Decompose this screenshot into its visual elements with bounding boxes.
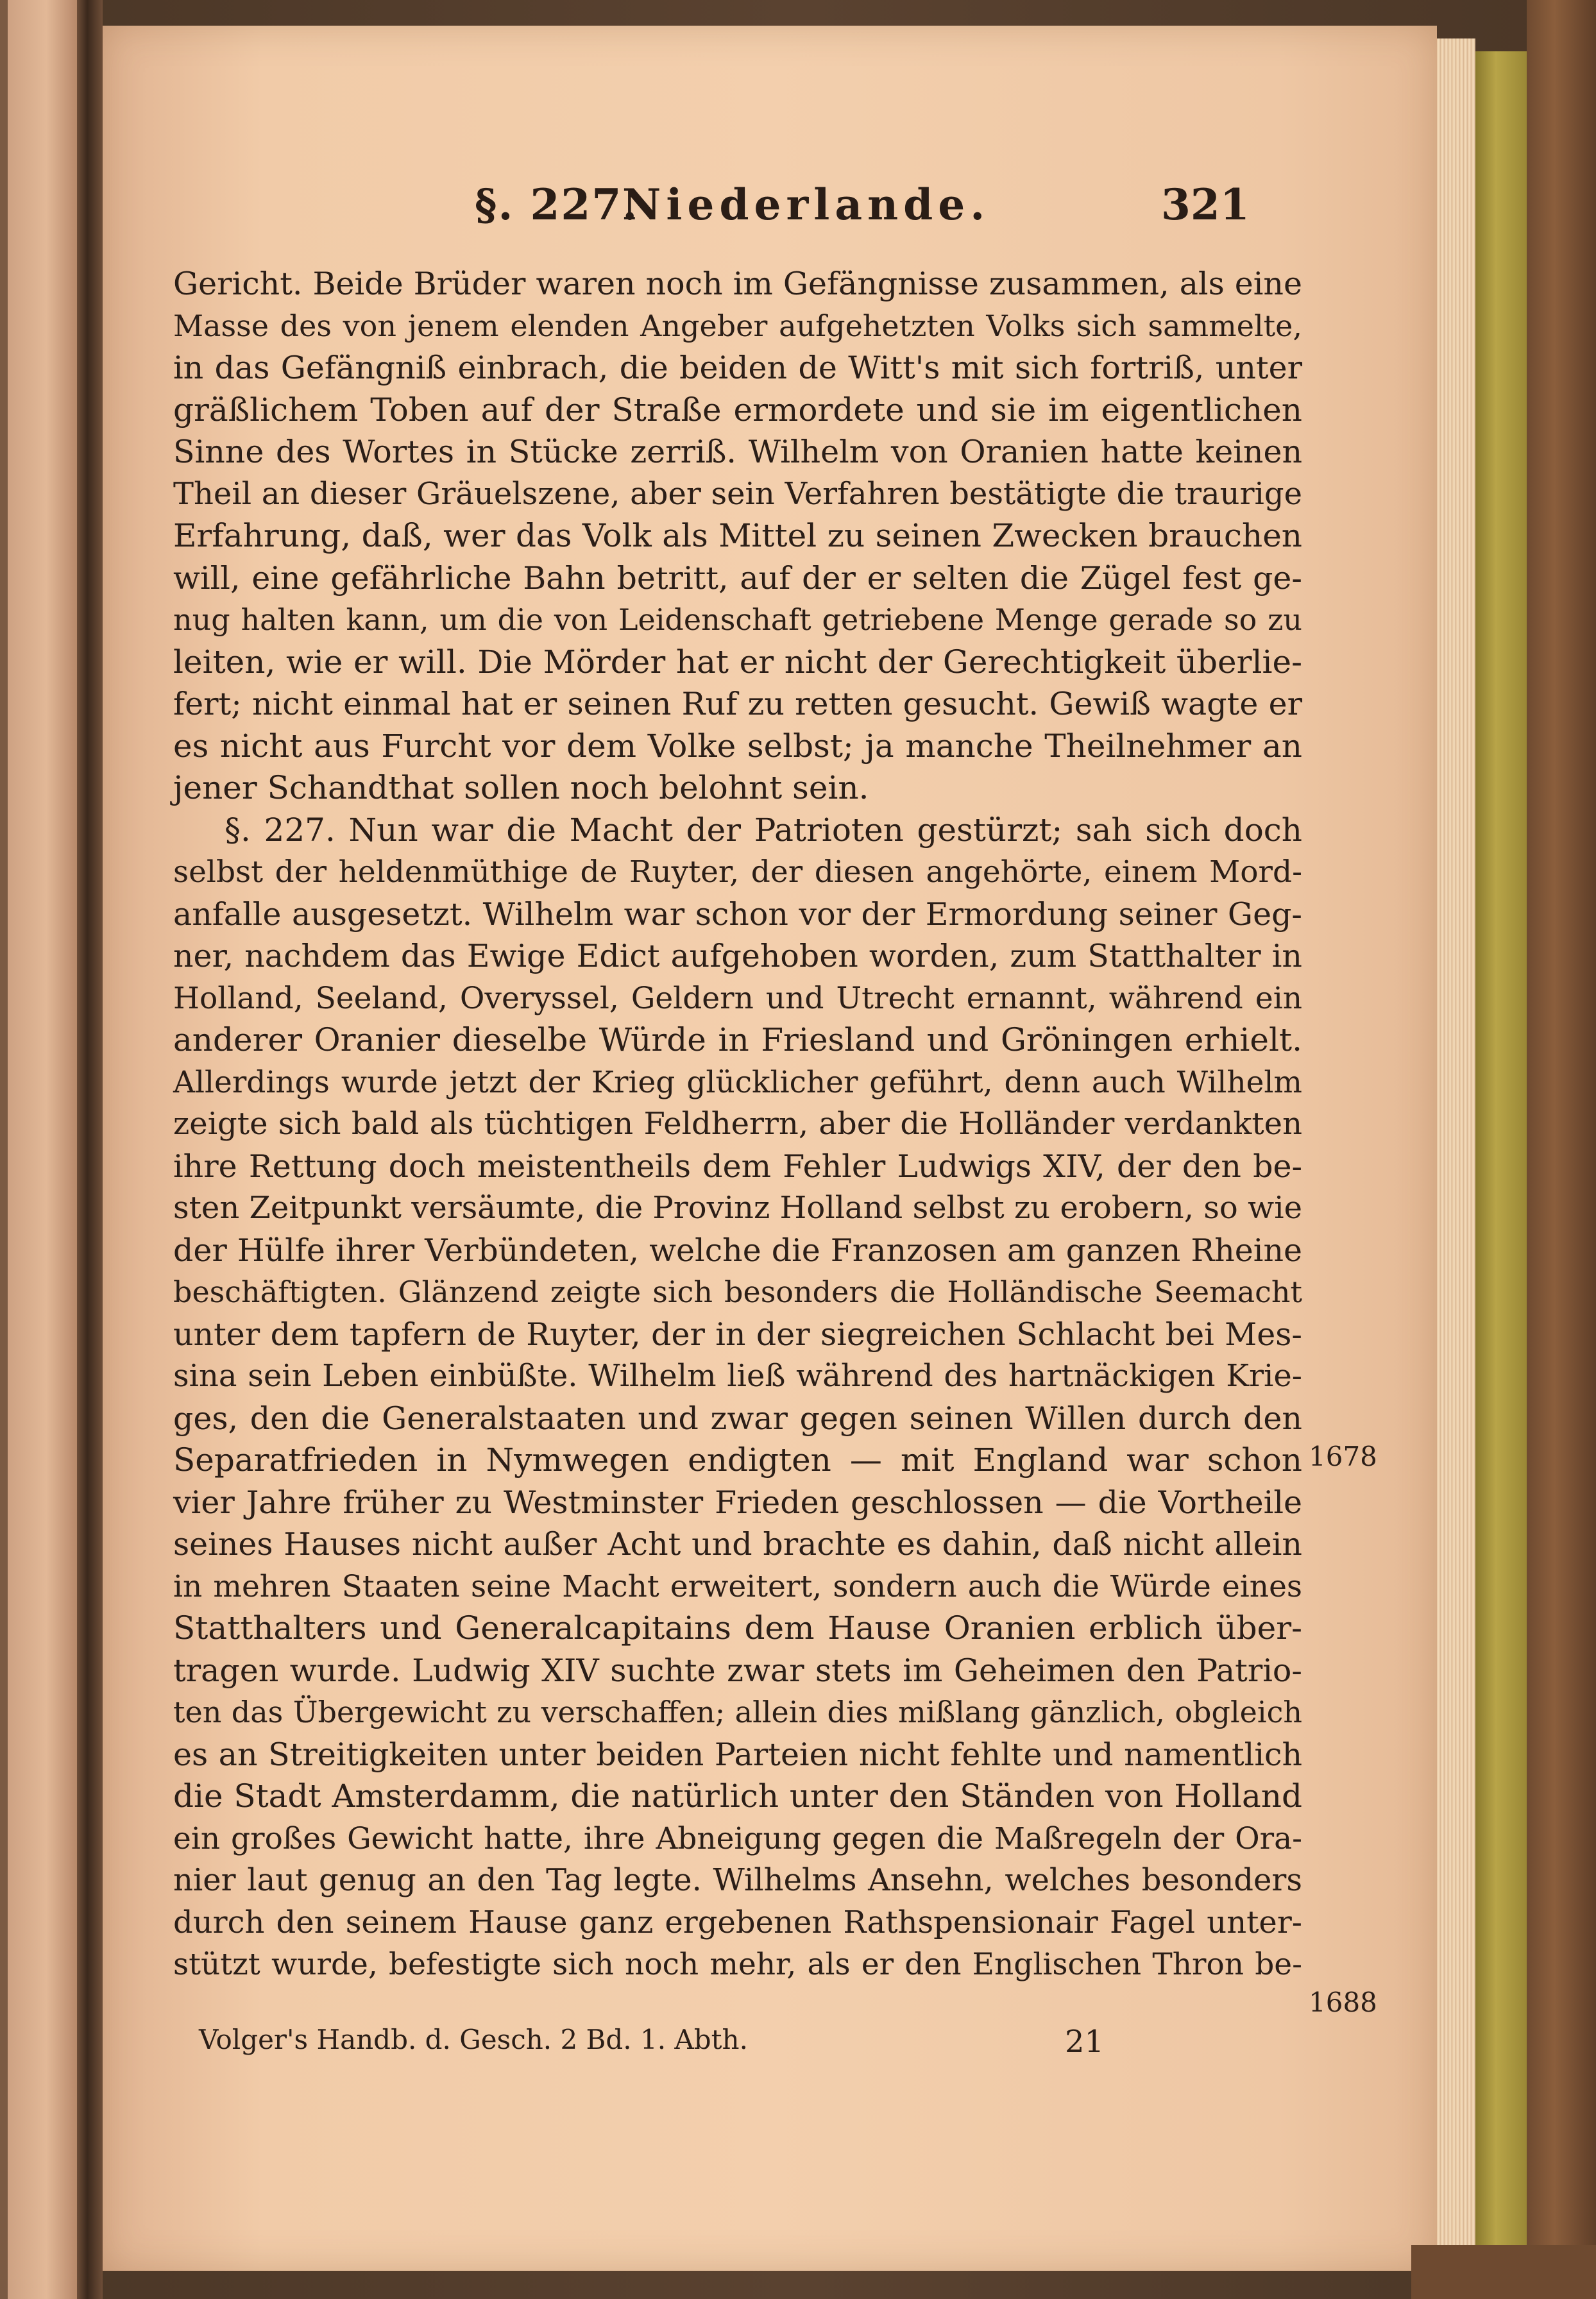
page-footer <box>199 2024 1354 2062</box>
text-line: nier laut genug an den Tag legte. Wilhelms Ansehn, welches besonders <box>173 1862 1302 1898</box>
text-line: die Stadt Amsterdamm, die natürlich unter den Ständen von Holland <box>173 1777 1302 1815</box>
text-line: in mehren Staaten seine Macht erweitert, sondern auch die Würde eines <box>173 1568 1302 1604</box>
body-text <box>173 263 1302 1986</box>
text-line: Erfahrung, daß, wer das Volk als Mittel zu seinen Zwecken brauchen <box>173 517 1302 554</box>
text-line: zeigte sich bald als tüchtigen Feldherrn, aber die Holländer verdankten <box>173 1106 1302 1142</box>
text-line: Holland, Seeland, Overyssel, Geldern und Utrecht ernannt, während ein <box>173 980 1302 1016</box>
text-line: tragen wurde. Ludwig XIV suchte zwar stets im Geheimen den Patrio- <box>173 1652 1302 1689</box>
text-line: der Hülfe ihrer Verbündeten, welche die Franzosen am ganzen Rheine <box>173 1232 1302 1269</box>
text-line: ein großes Gewicht hatte, ihre Abneigung gegen die Maßregeln der Ora- <box>173 1820 1302 1856</box>
book-page <box>103 26 1437 2271</box>
running-header <box>103 180 1437 244</box>
text-line: unter dem tapfern de Ruyter, der in der siegreichen Schlacht bei Mes- <box>173 1316 1302 1353</box>
footer-signature-mark: 21 <box>1065 2024 1105 2060</box>
text-line: beschäftigten. Glänzend zeigte sich besonders die Holländische Seemacht <box>173 1275 1302 1309</box>
left-page-edge <box>0 0 77 2299</box>
text-line: Gericht. Beide Brüder waren noch im Gefängnisse zusammen, als eine <box>173 266 1302 302</box>
text-line: vier Jahre früher zu Westminster Frieden geschlossen — die Vortheile <box>173 1484 1302 1521</box>
paragraph-start-line: §. 227. Nun war die Macht der Patrioten gestürzt; sah sich doch <box>225 811 1302 849</box>
text-line: seines Hauses nicht außer Acht und brachte es dahin, daß nicht allein <box>173 1526 1302 1563</box>
text-line: in das Gefängniß einbrach, die beiden de Witt's mit sich fortriß, unter <box>173 350 1302 386</box>
text-line: Separatfrieden in Nymwegen endigten — mit England war schon <box>173 1441 1302 1479</box>
text-line: gräßlichem Toben auf der Straße ermordete und sie im eigentlichen <box>173 391 1302 428</box>
gilt-edge <box>1475 51 1527 2245</box>
footer-book-title: Volger's Handb. d. Gesch. 2 Bd. 1. Abth. <box>199 2024 748 2055</box>
text-line: jener Schandthat sollen noch belohnt sein. <box>173 769 869 806</box>
page-number: 321 <box>1161 180 1250 230</box>
text-line: fert; nicht einmal hat er seinen Ruf zu retten gesucht. Gewiß wagte er <box>173 686 1302 722</box>
left-page-shadow <box>0 0 8 2299</box>
text-line: Statthalters und Generalcapitains dem Hause Oranien erblich über- <box>173 1609 1302 1647</box>
text-line: sten Zeitpunkt versäumte, die Provinz Holland selbst zu erobern, so wie <box>173 1190 1302 1226</box>
header-title: Niederlande. <box>622 180 990 230</box>
text-line: Masse des von jenem elenden Angeber aufgehetzten Volks sich sammelte, <box>173 308 1302 343</box>
text-line: stützt wurde, befestigte sich noch mehr, als er den Englischen Thron be- <box>173 1947 1302 1982</box>
margin-year-1688: 1688 <box>1309 1987 1377 2018</box>
margin-year-1678: 1678 <box>1309 1441 1377 1472</box>
text-line: nug halten kann, um die von Leidenschaft getriebene Menge gerade so zu <box>173 602 1302 637</box>
text-line: will, eine gefährliche Bahn betritt, auf der er selten die Zügel fest ge- <box>173 559 1302 597</box>
text-line: Allerdings wurde jetzt der Krieg glücklicher geführt, denn auch Wilhelm <box>173 1064 1302 1100</box>
text-line: es nicht aus Furcht vor dem Volke selbst; ja manche Theilnehmer an <box>173 727 1302 765</box>
header-section-number: §. 227. <box>475 180 639 230</box>
text-line: anfalle ausgesetzt. Wilhelm war schon vor der Ermordung seiner Geg- <box>173 895 1302 933</box>
text-line: es an Streitigkeiten unter beiden Parteien nicht fehlte und namentlich <box>173 1736 1302 1773</box>
text-line: leiten, wie er will. Die Mörder hat er nicht der Gerechtigkeit überlie- <box>173 643 1302 681</box>
book-cover <box>1527 0 1596 2299</box>
book-cover-bottom <box>1411 2245 1596 2299</box>
book-gutter <box>77 0 103 2299</box>
text-line: selbst der heldenmüthige de Ruyter, der diesen angehörte, einem Mord- <box>173 854 1302 890</box>
text-line: ner, nachdem das Ewige Edict aufgehoben worden, zum Statthalter in <box>173 938 1302 974</box>
page-stack-edge <box>1437 38 1475 2245</box>
text-line: anderer Oranier dieselbe Würde in Friesland und Gröningen erhielt. <box>173 1021 1302 1058</box>
text-line: ges, den die Generalstaaten und zwar gegen seinen Willen durch den <box>173 1400 1302 1437</box>
text-line: Theil an dieser Gräuelszene, aber sein Verfahren bestätigte die traurige <box>173 475 1302 512</box>
text-line: ihre Rettung doch meistentheils dem Fehler Ludwigs XIV, der den be- <box>173 1148 1302 1185</box>
text-line: sina sein Leben einbüßte. Wilhelm ließ während des hartnäckigen Krie- <box>173 1358 1302 1394</box>
text-line: ten das Übergewicht zu verschaffen; allein dies mißlang gänzlich, obgleich <box>173 1695 1302 1729</box>
text-line: durch den seinem Hause ganz ergebenen Rathspensionair Fagel unter- <box>173 1904 1302 1940</box>
text-line: Sinne des Wortes in Stücke zerriß. Wilhelm von Oranien hatte keinen <box>173 434 1302 470</box>
